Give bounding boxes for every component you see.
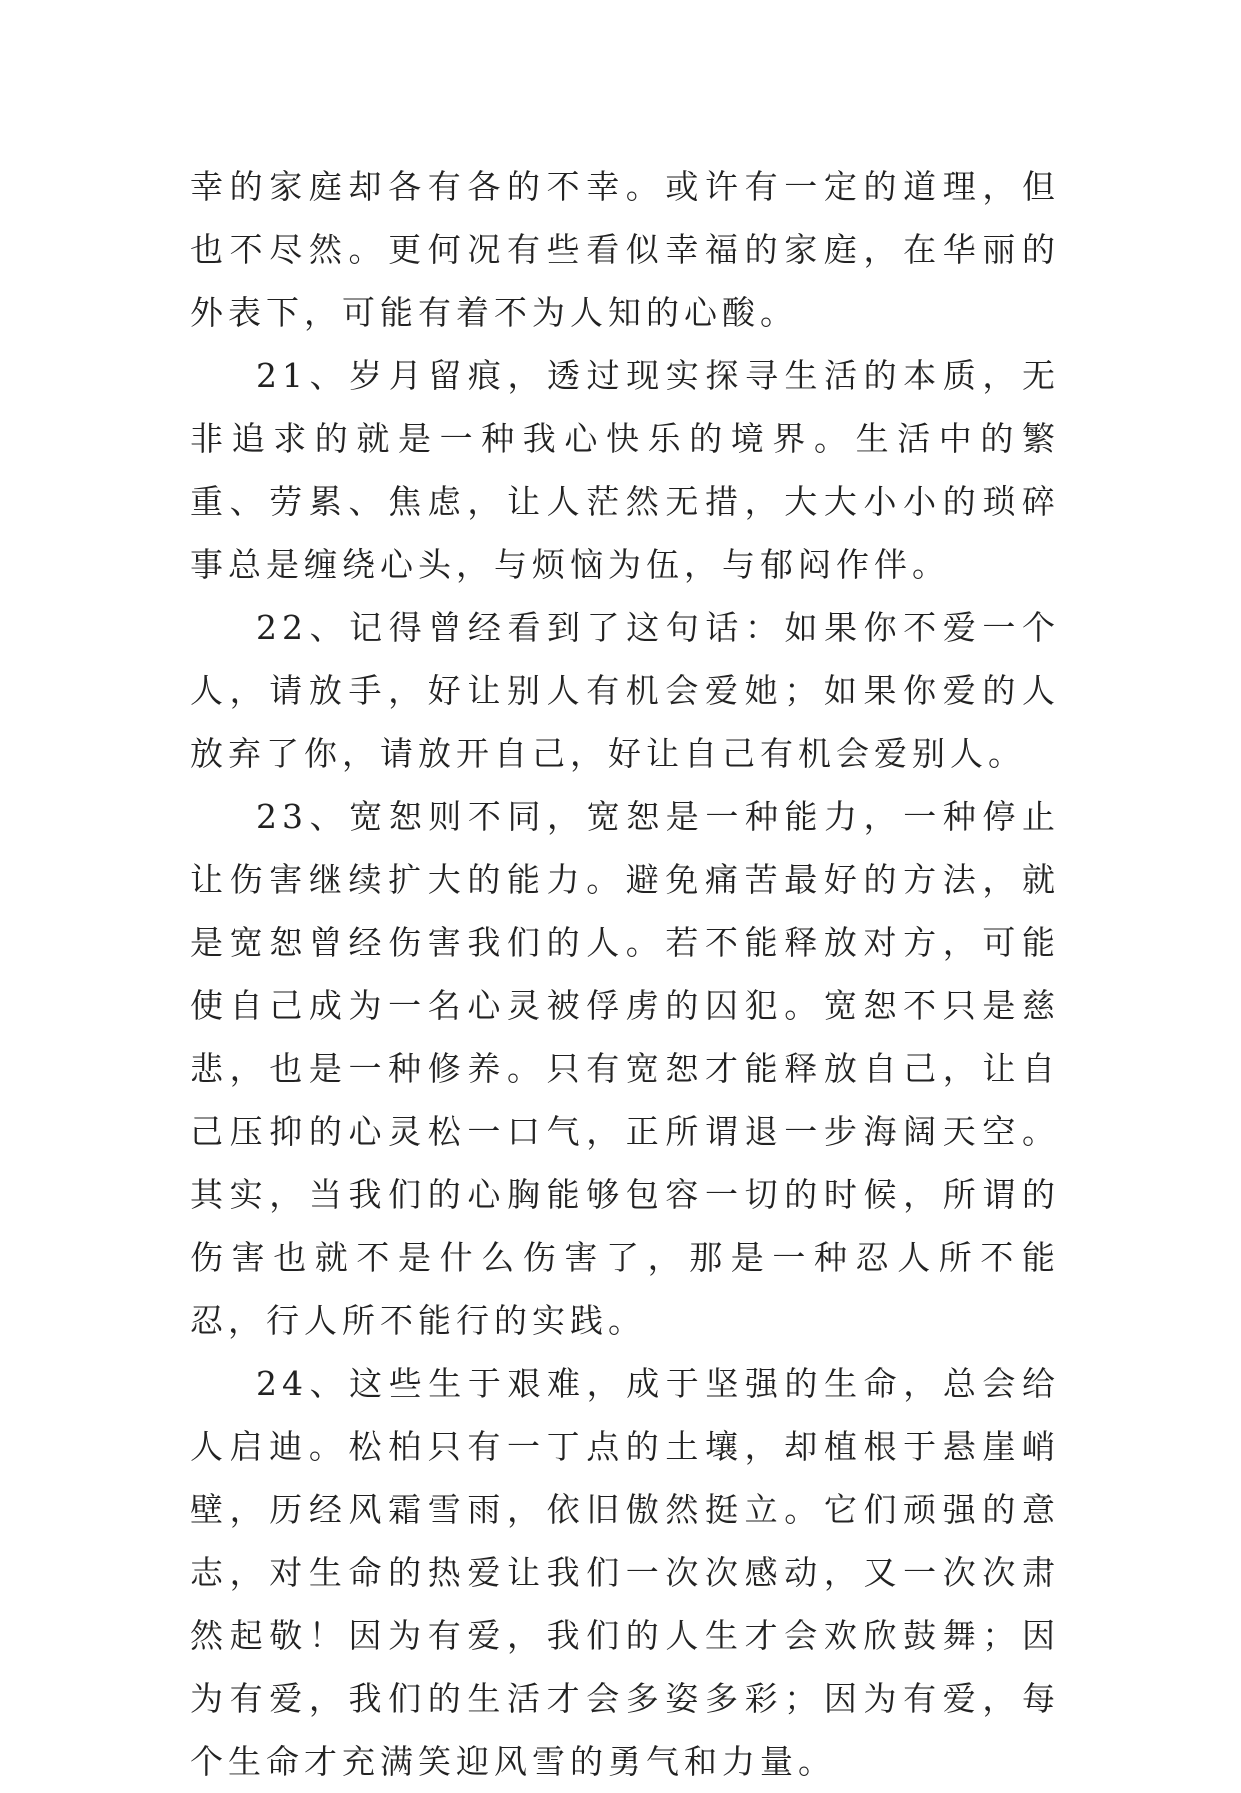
paragraph-24: 24、这些生于艰难，成于坚强的生命，总会给人启迪。松柏只有一丁点的土壤，却植根于悬崖峭壁，历经风霜雪雨，依旧傲然挺立。它们顽强的意志，对生命的热爱让我们一次次感动，又一次次肃然起敬！因为有爱，我们的人生才会欢欣鼓舞；因为有爱，我们的生活才会多姿多彩；因为有爱，每个生命才充满笑迎风雪的勇气和力量。 (190, 1364, 1060, 1781)
document-body (190, 155, 1060, 1793)
paragraph-22: 22、记得曾经看到了这句话：如果你不爱一个人，请放手，好让别人有机会爱她；如果你爱的人放弃了你，请放开自己，好让自己有机会爱别人。 (190, 608, 1060, 773)
paragraph-21: 21、岁月留痕，透过现实探寻生活的本质，无非追求的就是一种我心快乐的境界。生活中的繁重、劳累、焦虑，让人茫然无措，大大小小的琐碎事总是缠绕心头，与烦恼为伍，与郁闷作伴。 (190, 356, 1060, 584)
paragraph-continued: 幸的家庭却各有各的不幸。或许有一定的道理，但也不尽然。更何况有些看似幸福的家庭，在华丽的外表下，可能有着不为人知的心酸。 (190, 167, 1060, 332)
paragraph-23: 23、宽恕则不同，宽恕是一种能力，一种停止让伤害继续扩大的能力。避免痛苦最好的方法，就是宽恕曾经伤害我们的人。若不能释放对方，可能使自己成为一名心灵被俘虏的囚犯。宽恕不只是慈悲，也是一种修养。只有宽恕才能释放自己，让自己压抑的心灵松一口气，正所谓退一步海阔天空。其实，当我们的心胸能够包容一切的时候，所谓的伤害也就不是什么伤害了，那是一种忍人所不能忍，行人所不能行的实践。 (190, 797, 1060, 1340)
